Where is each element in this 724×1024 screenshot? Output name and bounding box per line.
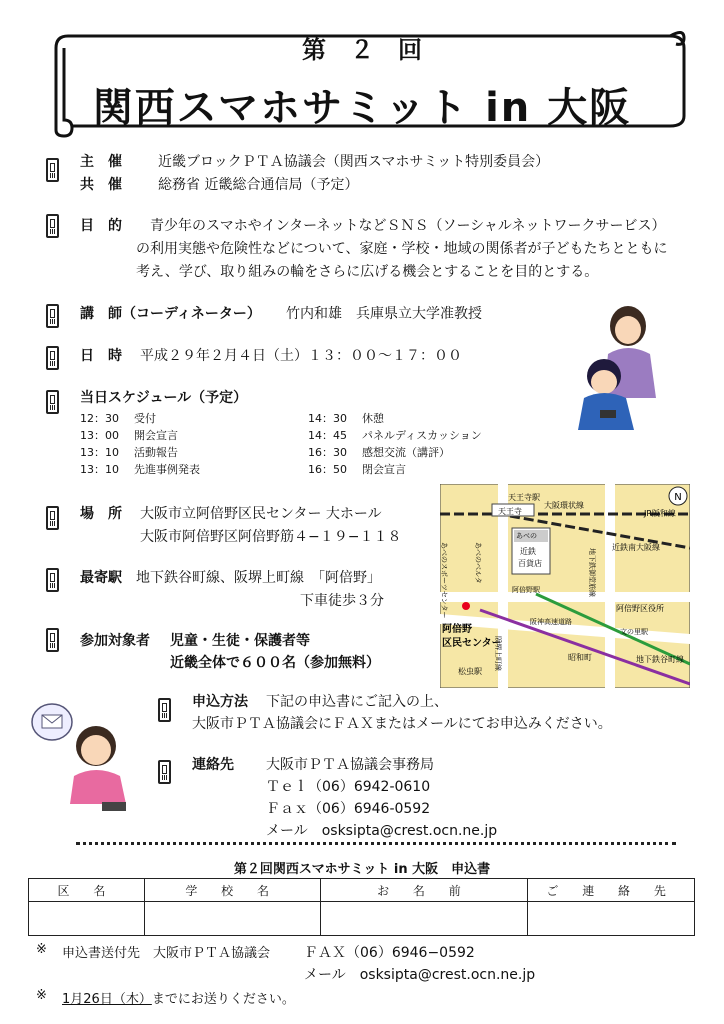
map-label: JR阪和線 (644, 509, 676, 518)
map-label: 天王寺駅 (508, 493, 540, 502)
schedule-event: 受付 (134, 412, 156, 425)
schedule-row (308, 427, 482, 444)
deadline-text: までにお送りください。 (151, 992, 295, 1007)
access-map (440, 484, 690, 688)
datetime-value: 平成２９年２月４日（土）１３：００〜１７：００ (140, 348, 462, 364)
map-label: 阿倍野 (442, 624, 472, 635)
schedule-right (308, 410, 482, 478)
purpose-label: 目 的 (80, 218, 122, 234)
form-header: 学 校 名 (144, 879, 320, 902)
target-line: 児童・生徒・保護者等 (170, 633, 310, 649)
form-cell-ward[interactable] (29, 902, 145, 936)
method-line: 大阪市ＰＴＡ協議会にＦＡＸまたはメールにてお申込みください。 (192, 716, 612, 732)
schedule-event: パネルディスカッション (362, 429, 482, 442)
schedule-event: 開会宣言 (134, 429, 178, 442)
form-cell-school[interactable] (144, 902, 320, 936)
schedule-row (80, 444, 200, 461)
note-mark: ※ (36, 942, 47, 957)
schedule-time: 13：00 (80, 429, 119, 442)
map-label: 近鉄 (520, 547, 536, 556)
form-header: お 名 前 (320, 879, 528, 902)
footer-mail: メール osksipta@crest.ocn.ne.jp (304, 967, 536, 983)
note-mark: ※ (36, 988, 47, 1003)
parent-child-illustration (574, 298, 670, 438)
lecturer-value: 竹内和雄 兵庫県立大学准教授 (286, 306, 482, 322)
send-destination: 申込書送付先 大阪市ＰＴＡ協議会 (62, 946, 271, 961)
phone-icon (46, 568, 59, 592)
schedule-label: 当日スケジュール（予定） (80, 390, 248, 406)
map-label: 阿倍野区役所 (616, 604, 664, 613)
co-organizer-label: 共 催 (80, 177, 122, 193)
phone-icon (46, 158, 59, 182)
phone-icon (158, 698, 171, 722)
schedule-time: 14：30 (308, 412, 347, 425)
station-line: 地下鉄谷町線、阪堺上町線 「阿倍野」 (136, 570, 381, 586)
form-header: 区 名 (29, 879, 145, 902)
venue-label: 場 所 (80, 506, 122, 522)
schedule-time: 13：10 (80, 446, 119, 459)
target-line: 近畿全体で６００名（参加無料） (170, 655, 380, 671)
schedule-event: 先進事例発表 (134, 463, 200, 476)
organizer-label: 主 催 (80, 154, 122, 170)
edition-label: 第 ２ 回 (302, 36, 422, 64)
map-label: 阪堺上町線 (494, 636, 502, 671)
application-form-table (28, 878, 695, 936)
form-cell-name[interactable] (320, 902, 528, 936)
map-label: 天王寺 (498, 507, 522, 516)
station-label: 最寄駅 (80, 570, 122, 586)
phone-icon (46, 506, 59, 530)
contact-mail: メール osksipta@crest.ocn.ne.jp (266, 823, 498, 839)
map-label: あべのベルタ (474, 542, 482, 584)
schedule-row (80, 461, 200, 478)
form-cell-contact[interactable] (528, 902, 695, 936)
map-label: 地下鉄御堂筋線 (588, 548, 596, 597)
schedule-time: 12：30 (80, 412, 119, 425)
map-label: 阿倍野駅 (512, 586, 540, 594)
girl-mail-illustration (30, 700, 140, 820)
co-organizer-value: 総務省 近畿総合通信局（予定） (158, 177, 359, 193)
page-title: 関西スマホサミット in 大阪 (92, 85, 632, 131)
contact-tel: Ｔｅｌ（06）6942-0610 (266, 779, 431, 795)
phone-icon (46, 390, 59, 414)
schedule-row (308, 410, 482, 427)
map-label: 地下鉄谷町線 (636, 655, 684, 664)
schedule-row (80, 410, 200, 427)
map-label: 昭和町 (568, 653, 592, 662)
purpose-line: 考え、学び、取り組みの輪をさらに広げる機会とすることを目的とする。 (136, 264, 599, 280)
map-north: N (674, 492, 682, 503)
schedule-time: 14：45 (308, 429, 347, 442)
phone-icon (46, 346, 59, 370)
phone-icon (46, 304, 59, 328)
schedule-event: 活動報告 (134, 446, 178, 459)
target-label: 参加対象者 (80, 633, 150, 649)
map-label: 阪神高速道路 (530, 618, 572, 626)
schedule-left (80, 410, 200, 478)
form-title: 第２回関西スマホサミット in 大阪 申込書 (233, 862, 491, 877)
phone-icon (46, 214, 59, 238)
method-label: 申込方法 (192, 694, 248, 710)
schedule-row (308, 444, 482, 461)
lecturer-label: 講 師（コーディネーター） (80, 306, 261, 322)
footer-fax: ＦＡＸ（06）6946−0592 (304, 945, 475, 961)
venue-line: 大阪市立阿倍野区民センター 大ホール (140, 506, 382, 522)
map-label: 松虫駅 (458, 667, 482, 676)
station-line: 下車徒歩３分 (300, 593, 384, 609)
map-label: あべのスポーツセンター (440, 542, 448, 619)
deadline-date: 1月26日（木） (62, 992, 152, 1007)
map-label: 大阪環状線 (544, 501, 584, 510)
schedule-time: 16：50 (308, 463, 347, 476)
form-header: ご 連 絡 先 (528, 879, 695, 902)
schedule-time: 13：10 (80, 463, 119, 476)
map-label: 区民センター (442, 638, 502, 649)
map-label: あべの (516, 532, 537, 540)
method-line: 下記の申込書にご記入の上、 (266, 694, 448, 710)
map-label: 近鉄南大阪線 (612, 543, 660, 552)
map-label: 百貨店 (518, 559, 542, 568)
phone-icon (46, 628, 59, 652)
cut-line (76, 842, 676, 845)
datetime-label: 日 時 (80, 348, 122, 364)
schedule-event: 休憩 (362, 412, 384, 425)
contact-org: 大阪市ＰＴＡ協議会事務局 (266, 757, 434, 773)
schedule-row (308, 461, 482, 478)
map-label: 文の里駅 (620, 628, 648, 636)
purpose-line: の利用実態や危険性などについて、家庭・学校・地域の関係者が子どもたちとともに (136, 241, 668, 257)
contact-label: 連絡先 (192, 757, 234, 773)
schedule-row (80, 427, 200, 444)
contact-fax: Ｆａｘ（06）6946-0592 (266, 801, 431, 817)
purpose-line: 青少年のスマホやインターネットなどＳＮＳ（ソーシャルネットワークサービス） (150, 218, 666, 234)
schedule-event: 閉会宣言 (362, 463, 406, 476)
phone-icon (158, 760, 171, 784)
schedule-event: 感想交流（講評） (362, 446, 450, 459)
schedule-time: 16：30 (308, 446, 347, 459)
organizer-value: 近畿ブロックＰＴＡ協議会（関西スマホサミット特別委員会） (158, 154, 550, 170)
venue-line: 大阪市阿倍野区阿倍野筋４−１９−１１８ (140, 529, 402, 545)
